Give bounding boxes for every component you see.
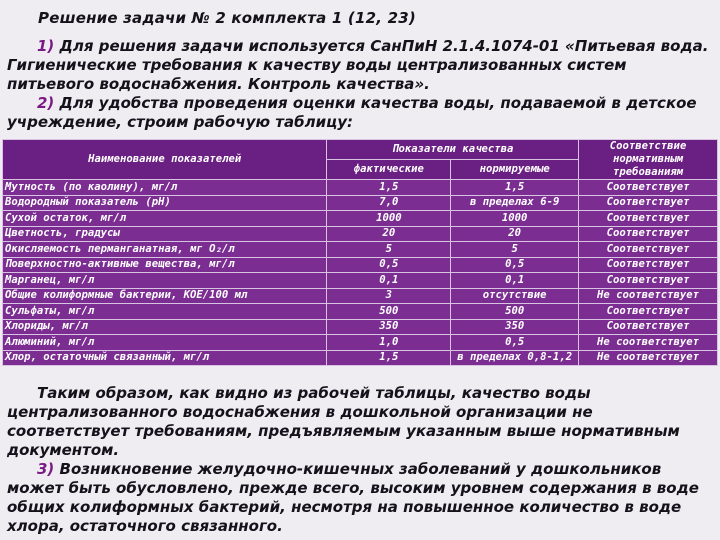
header-quality-indicators: Показатели качества <box>327 140 579 160</box>
table-row <box>3 242 718 258</box>
row-indicator-name: Алюминий, мг/л <box>3 335 327 351</box>
header-indicator-name: Наименование показателей <box>3 140 327 180</box>
paragraph-1-text: Для решения задачи используется СанПиН 2.1.4.1074-01 «Питьевая вода. Гигиенические требования к качеству воды централизованных систем питьевого водоснабжения. Контроль качества». <box>7 37 709 93</box>
row-actual-value: 1,0 <box>327 335 451 351</box>
row-normative-value: отсутствие <box>451 288 579 304</box>
paragraph-4-text: Возникновение желудочно-кишечных заболеваний у дошкольников может быть обусловлено, прежде всего, высоким уровнем содержания в воде общих колиформных бактерий, несмотря на повышенное количество в воде хлора, остаточного связанного. <box>7 460 699 535</box>
page-title: Решение задачи № 2 комплекта 1 (12, 23) <box>38 9 416 27</box>
row-normative-value: в пределах 6-9 <box>451 195 579 211</box>
row-indicator-name: Сухой остаток, мг/л <box>3 211 327 227</box>
row-normative-value: в пределах 0,8-1,2 <box>451 350 579 366</box>
table-row <box>3 257 718 273</box>
row-actual-value: 7,0 <box>327 195 451 211</box>
table-row <box>3 180 718 196</box>
row-actual-value: 500 <box>327 304 451 320</box>
row-compliance: Соответствует <box>579 211 718 227</box>
row-indicator-name: Цветность, градусы <box>3 226 327 242</box>
row-actual-value: 0,5 <box>327 257 451 273</box>
table-row <box>3 335 718 351</box>
header-actual: фактические <box>327 160 451 180</box>
row-indicator-name: Хлор, остаточный связанный, мг/л <box>3 350 327 366</box>
row-actual-value: 0,1 <box>327 273 451 289</box>
row-compliance: Не соответствует <box>579 350 718 366</box>
row-actual-value: 350 <box>327 319 451 335</box>
row-normative-value: 500 <box>451 304 579 320</box>
row-actual-value: 1000 <box>327 211 451 227</box>
row-compliance: Соответствует <box>579 242 718 258</box>
row-normative-value: 1,5 <box>451 180 579 196</box>
row-indicator-name: Водородный показатель (pH) <box>3 195 327 211</box>
paragraph-2 <box>7 94 715 132</box>
paragraph-4-number: 3) <box>37 460 55 478</box>
row-indicator-name: Общие колиформные бактерии, КОЕ/100 мл <box>3 288 327 304</box>
row-indicator-name: Окисляемость перманганатная, мг О₂/л <box>3 242 327 258</box>
table-row <box>3 350 718 366</box>
table-row <box>3 304 718 320</box>
row-compliance: Не соответствует <box>579 288 718 304</box>
row-normative-value: 0,1 <box>451 273 579 289</box>
row-normative-value: 5 <box>451 242 579 258</box>
row-compliance: Не соответствует <box>579 335 718 351</box>
table-row <box>3 211 718 227</box>
paragraph-2-number: 2) <box>37 94 55 112</box>
table-row <box>3 288 718 304</box>
row-indicator-name: Марганец, мг/л <box>3 273 327 289</box>
water-quality-table <box>2 139 718 366</box>
table-row <box>3 319 718 335</box>
row-compliance: Соответствует <box>579 304 718 320</box>
header-compliance: Соответствие нормативным требованиям <box>579 140 718 180</box>
row-normative-value: 0,5 <box>451 335 579 351</box>
table-row <box>3 226 718 242</box>
row-actual-value: 3 <box>327 288 451 304</box>
row-actual-value: 1,5 <box>327 180 451 196</box>
row-compliance: Соответствует <box>579 226 718 242</box>
table-body <box>3 180 718 366</box>
header-normative: нормируемые <box>451 160 579 180</box>
table-row <box>3 195 718 211</box>
row-compliance: Соответствует <box>579 195 718 211</box>
paragraph-4 <box>7 460 715 536</box>
paragraph-3 <box>7 384 715 460</box>
row-normative-value: 20 <box>451 226 579 242</box>
row-compliance: Соответствует <box>579 273 718 289</box>
paragraph-3-text: Таким образом, как видно из рабочей таблицы, качество воды централизованного водоснабжения в дошкольной организации не соответствует требованиям, предъявляемым указанным выше нормативным документом. <box>7 384 680 459</box>
paragraph-1 <box>7 37 715 94</box>
row-actual-value: 1,5 <box>327 350 451 366</box>
row-indicator-name: Мутность (по каолину), мг/л <box>3 180 327 196</box>
row-indicator-name: Поверхностно-активные вещества, мг/л <box>3 257 327 273</box>
row-normative-value: 1000 <box>451 211 579 227</box>
paragraph-1-number: 1) <box>37 37 55 55</box>
row-compliance: Соответствует <box>579 319 718 335</box>
row-compliance: Соответствует <box>579 257 718 273</box>
table-row <box>3 273 718 289</box>
row-actual-value: 5 <box>327 242 451 258</box>
paragraph-2-text: Для удобства проведения оценки качества воды, подаваемой в детское учреждение, строим рабочую таблицу: <box>7 94 697 131</box>
row-indicator-name: Сульфаты, мг/л <box>3 304 327 320</box>
row-normative-value: 350 <box>451 319 579 335</box>
row-actual-value: 20 <box>327 226 451 242</box>
row-compliance: Соответствует <box>579 180 718 196</box>
row-indicator-name: Хлориды, мг/л <box>3 319 327 335</box>
row-normative-value: 0,5 <box>451 257 579 273</box>
